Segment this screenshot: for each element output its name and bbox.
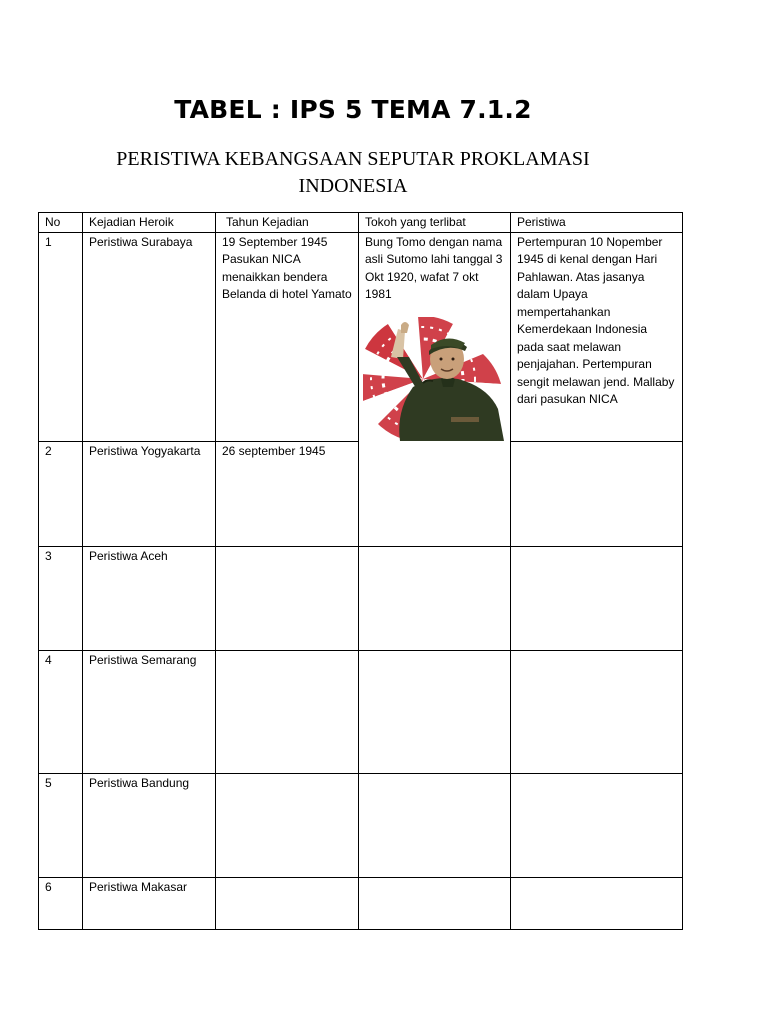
cell-peristiwa — [511, 441, 683, 546]
document-subtitle — [70, 146, 636, 200]
cell-peristiwa — [511, 877, 683, 929]
cell-kejadian: Peristiwa Semarang — [83, 650, 216, 773]
table-row — [39, 773, 683, 877]
cell-no: 1 — [39, 232, 83, 441]
cell-tahun — [216, 773, 359, 877]
cell-tahun — [216, 877, 359, 929]
table-header-row — [39, 213, 683, 233]
column-header-tahun: Tahun Kejadian — [216, 213, 359, 233]
cell-tahun — [216, 546, 359, 650]
cell-kejadian: Peristiwa Bandung — [83, 773, 216, 877]
cell-kejadian: Peristiwa Surabaya — [83, 232, 216, 441]
column-header-peristiwa: Peristiwa — [511, 213, 683, 233]
subtitle-line-1: PERISTIWA KEBANGSAAN SEPUTAR PROKLAMASI — [116, 148, 590, 170]
cell-tokoh-text: Bung Tomo dengan nama asli Sutomo lahi tanggal 3 Okt 1920, wafat 7 okt 1981 — [365, 234, 503, 301]
events-table — [38, 212, 683, 930]
cell-no: 2 — [39, 441, 83, 546]
cell-tokoh — [359, 877, 511, 929]
column-header-kejadian: Kejadian Heroik — [83, 213, 216, 233]
cell-tokoh — [359, 546, 511, 650]
table-row — [39, 546, 683, 650]
bung-tomo-photo — [363, 317, 505, 441]
table-row — [39, 877, 683, 929]
cell-no: 6 — [39, 877, 83, 929]
table-row — [39, 232, 683, 441]
cell-no: 4 — [39, 650, 83, 773]
cell-tahun — [216, 650, 359, 773]
cell-kejadian: Peristiwa Aceh — [83, 546, 216, 650]
cell-kejadian: Peristiwa Makasar — [83, 877, 216, 929]
column-header-no: No — [39, 213, 83, 233]
cell-peristiwa — [511, 773, 683, 877]
cell-peristiwa — [511, 546, 683, 650]
cell-peristiwa: Pertempuran 10 Nopember 1945 di kenal dengan Hari Pahlawan. Atas jasanya dalam Upaya mempertahankan Kemerdekaan Indonesia pada saat melawan penjajahan. Pertempuran sengit melawan jend. Mallaby dari pasukan NICA — [511, 232, 683, 441]
cell-tahun: 26 september 1945 — [216, 441, 359, 546]
cell-peristiwa — [511, 650, 683, 773]
cell-no: 5 — [39, 773, 83, 877]
cell-tokoh — [359, 650, 511, 773]
cell-no: 3 — [39, 546, 83, 650]
subtitle-line-2: INDONESIA — [298, 175, 408, 197]
table-row — [39, 441, 683, 546]
column-header-tokoh: Tokoh yang terlibat — [359, 213, 511, 233]
cell-tokoh — [359, 232, 511, 441]
cell-tahun: 19 September 1945 Pasukan NICA menaikkan bendera Belanda di hotel Yamato — [216, 232, 359, 441]
table-row — [39, 650, 683, 773]
cell-tokoh — [359, 773, 511, 877]
document-title: TABEL : IPS 5 TEMA 7.1.2 — [174, 95, 532, 124]
cell-tokoh — [359, 441, 511, 546]
cell-kejadian: Peristiwa Yogyakarta — [83, 441, 216, 546]
